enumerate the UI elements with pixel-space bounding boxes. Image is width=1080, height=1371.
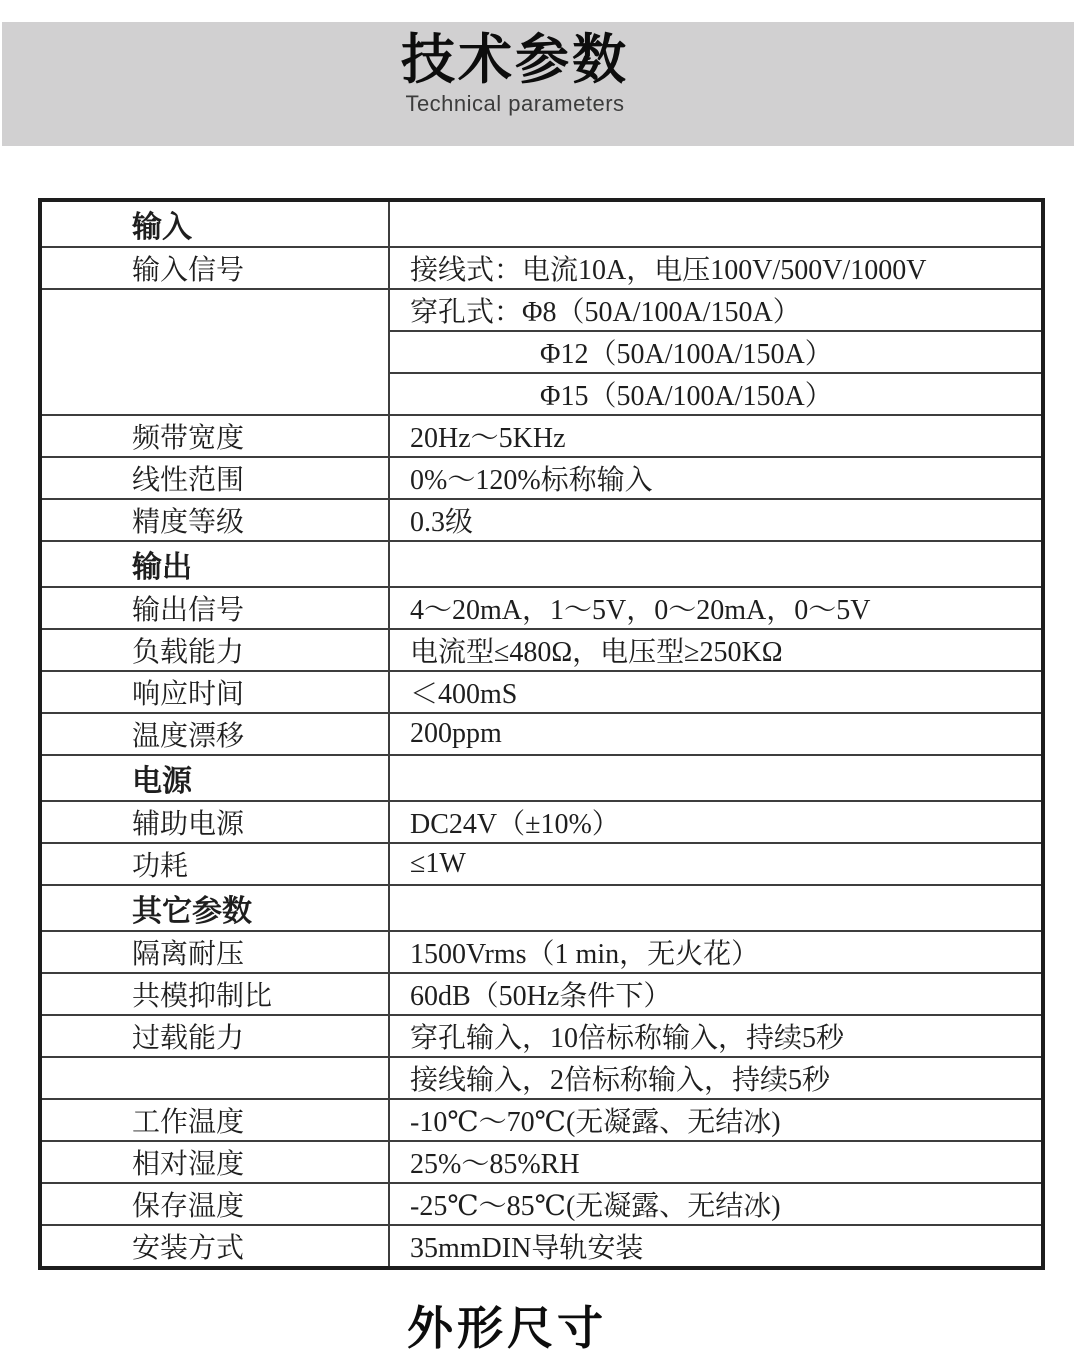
table-row	[40, 755, 1043, 801]
param-name	[40, 1057, 389, 1099]
param-name: 负载能力	[40, 629, 389, 671]
param-value	[389, 541, 1043, 587]
dimensions-section	[0, 1292, 1080, 1358]
param-name: 输出信号	[40, 587, 389, 629]
section-header-power: 电源	[40, 755, 389, 801]
param-value: 接线式：电流10A，电压100V/500V/1000V	[389, 247, 1043, 289]
page-title: 技术参数	[401, 30, 629, 90]
table-row	[40, 1183, 1043, 1225]
param-value: 20Hz～5KHz	[389, 415, 1043, 457]
param-name: 安装方式	[40, 1225, 389, 1268]
table-row	[40, 331, 1043, 373]
param-name: 辅助电源	[40, 801, 389, 843]
param-value: 1500Vrms（1 min，无火花）	[389, 931, 1043, 973]
table-row	[40, 499, 1043, 541]
param-name	[40, 331, 389, 373]
page-subtitle: Technical parameters	[405, 91, 625, 116]
param-value: 穿孔式：Φ8（50A/100A/150A）	[389, 289, 1043, 331]
param-value: ≤1W	[389, 843, 1043, 885]
param-value: 25%～85%RH	[389, 1141, 1043, 1183]
table-row	[40, 587, 1043, 629]
section-header-input: 输入	[40, 200, 389, 247]
param-value: Φ12（50A/100A/150A）	[389, 331, 1043, 373]
param-name	[40, 373, 389, 415]
param-value: 35mmDIN导轨安装	[389, 1225, 1043, 1268]
param-name	[40, 289, 389, 331]
table-row	[40, 671, 1043, 713]
param-value: Φ15（50A/100A/150A）	[389, 373, 1043, 415]
table-row	[40, 541, 1043, 587]
table-row	[40, 1015, 1043, 1057]
header-banner	[2, 22, 1074, 146]
spec-table	[38, 198, 1045, 1270]
param-name: 温度漂移	[40, 713, 389, 755]
section-header-other: 其它参数	[40, 885, 389, 931]
param-value: 4～20mA，1～5V，0～20mA，0～5V	[389, 587, 1043, 629]
param-value: 0%～120%标称输入	[389, 457, 1043, 499]
table-row	[40, 843, 1043, 885]
table-row	[40, 1225, 1043, 1268]
param-value: DC24V（±10%）	[389, 801, 1043, 843]
table-row	[40, 801, 1043, 843]
section-title-dimensions: 外形尺寸	[407, 1302, 607, 1354]
param-value: 电流型≤480Ω，电压型≥250KΩ	[389, 629, 1043, 671]
param-name: 过载能力	[40, 1015, 389, 1057]
param-value: -10℃～70℃(无凝露、无结冰)	[389, 1099, 1043, 1141]
header-text-group	[0, 22, 1051, 117]
param-value: 0.3级	[389, 499, 1043, 541]
param-name: 线性范围	[40, 457, 389, 499]
table-row	[40, 373, 1043, 415]
table-row	[40, 415, 1043, 457]
table-row	[40, 1099, 1043, 1141]
param-name: 共模抑制比	[40, 973, 389, 1015]
param-name: 输入信号	[40, 247, 389, 289]
table-row	[40, 885, 1043, 931]
table-row	[40, 247, 1043, 289]
param-value: -25℃～85℃(无凝露、无结冰)	[389, 1183, 1043, 1225]
table-row	[40, 931, 1043, 973]
table-row	[40, 1057, 1043, 1099]
table-row	[40, 289, 1043, 331]
param-name: 工作温度	[40, 1099, 389, 1141]
section-header-output: 输出	[40, 541, 389, 587]
table-row	[40, 457, 1043, 499]
param-value: 200ppm	[389, 713, 1043, 755]
param-name: 保存温度	[40, 1183, 389, 1225]
param-value	[389, 885, 1043, 931]
param-value: 接线输入，2倍标称输入，持续5秒	[389, 1057, 1043, 1099]
param-name: 功耗	[40, 843, 389, 885]
table-row	[40, 1141, 1043, 1183]
param-value	[389, 755, 1043, 801]
param-value: 60dB（50Hz条件下）	[389, 973, 1043, 1015]
param-value	[389, 200, 1043, 247]
param-name: 频带宽度	[40, 415, 389, 457]
table-row	[40, 973, 1043, 1015]
param-value: 穿孔输入，10倍标称输入，持续5秒	[389, 1015, 1043, 1057]
table-row	[40, 629, 1043, 671]
param-name: 精度等级	[40, 499, 389, 541]
param-name: 响应时间	[40, 671, 389, 713]
param-value: ＜400mS	[389, 671, 1043, 713]
param-name: 相对湿度	[40, 1141, 389, 1183]
param-name: 隔离耐压	[40, 931, 389, 973]
table-row	[40, 713, 1043, 755]
table-row	[40, 200, 1043, 247]
